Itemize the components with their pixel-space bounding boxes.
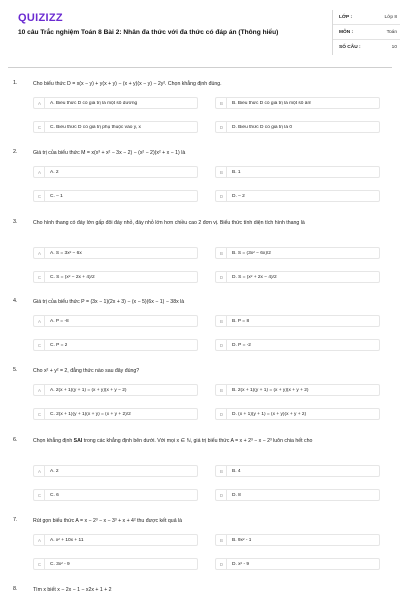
option-a[interactable]: [33, 384, 198, 396]
question-keyword: SAI: [73, 438, 83, 444]
option-text: D. (x + 1)(y + 1) = (x + y)(x + y + 2): [232, 411, 307, 417]
meta-row-subject: [333, 25, 400, 40]
option-text: D. – 2: [232, 193, 245, 199]
option-b[interactable]: [215, 465, 380, 477]
meta-row-count: [333, 40, 400, 55]
question-text: Tìm x biết x − 2x − 1 − x2x + 1 + 2: [33, 587, 112, 593]
option-c[interactable]: [33, 339, 198, 351]
meta-label: MÔN :: [339, 29, 354, 35]
option-letter-badge: A: [35, 316, 45, 326]
option-a[interactable]: [33, 166, 198, 178]
option-text: C. 3x² - 9: [50, 561, 70, 567]
option-text: A. Biểu thức D có giá trị là một số dương: [50, 100, 138, 106]
option-text: A. 2: [50, 468, 59, 474]
option-b[interactable]: [215, 97, 380, 109]
meta-value: 10: [391, 45, 397, 50]
option-b[interactable]: [215, 534, 380, 546]
option-letter-badge: B: [217, 535, 227, 545]
option-d[interactable]: [215, 558, 380, 570]
option-text: D. Biểu thức D có giá trị là 0: [232, 124, 292, 130]
option-letter-badge: C: [35, 559, 45, 569]
question-text: [33, 437, 388, 445]
option-a[interactable]: [33, 247, 198, 259]
option-text: B. Biểu thức D có giá trị là một số âm: [232, 100, 312, 106]
option-text: A. 2(x + 1)(y + 1) = (x + y)(x + y − 2): [50, 387, 127, 393]
option-c[interactable]: [33, 121, 198, 133]
option-text: B. 1: [232, 169, 241, 175]
option-text: B. S = (3x² − 6x)/2: [232, 250, 271, 256]
option-text: A. x² + 10x + 11: [50, 537, 84, 543]
option-letter-badge: C: [35, 122, 45, 132]
option-a[interactable]: [33, 534, 198, 546]
question-number: 2.: [13, 149, 18, 155]
option-a[interactable]: [33, 97, 198, 109]
question-text-lead: Chọn khẳng định: [33, 438, 74, 444]
option-d[interactable]: [215, 271, 380, 283]
option-letter-badge: A: [35, 248, 45, 258]
option-letter-badge: D: [217, 340, 227, 350]
question-text-rest: trong các khẳng định bên dưới. Với mọi x ∈ ℕ, giá trị biểu thức A = x + 2³ − x − 2³ luôn chia hết cho: [82, 438, 313, 444]
meta-label: SỐ CÂU :: [339, 45, 361, 50]
option-text: B. 2(x + 1)(y + 1) = (x + y)(x + y + 2): [232, 387, 309, 393]
option-c[interactable]: [33, 489, 198, 501]
option-c[interactable]: [33, 190, 198, 202]
option-text: C. P = 2: [50, 342, 68, 348]
option-letter-badge: B: [217, 385, 227, 395]
option-c[interactable]: [33, 558, 198, 570]
option-letter-badge: B: [217, 98, 227, 108]
option-d[interactable]: [215, 121, 380, 133]
option-letter-badge: A: [35, 466, 45, 476]
option-b[interactable]: [215, 315, 380, 327]
option-text: D. S = (x² + 2x − 4)/2: [232, 274, 277, 280]
option-b[interactable]: [215, 166, 380, 178]
option-text: D. x² - 9: [232, 561, 250, 567]
option-letter-badge: A: [35, 167, 45, 177]
question-number: 1.: [13, 80, 18, 86]
option-text: A. P = -8: [50, 318, 69, 324]
option-letter-badge: C: [35, 409, 45, 419]
quizizz-logo: QUIZIZZ: [18, 12, 63, 24]
option-letter-badge: B: [217, 248, 227, 258]
question-number: 4.: [13, 298, 18, 304]
page-header: [8, 0, 397, 68]
option-c[interactable]: [33, 408, 198, 420]
option-text: D. P = -2: [232, 342, 251, 348]
question-text: Cho hình thang có đáy lớn gấp đôi đáy nhỏ, đáy nhỏ lớn hơn chiều cao 2 đơn vị. Biểu thức tính diện tích hình thang là: [33, 220, 305, 226]
option-text: C. Biểu thức D có giá trị phụ thuộc vào y, x: [50, 124, 141, 130]
page-title: 10 câu Trắc nghiệm Toán 8 Bài 2: Nhân đa thức với đa thức có đáp án (Thông hiểu): [18, 29, 279, 36]
question-text: Rút gọn biểu thức A = x − 2³ − x − 3³ + x + 4² thu được kết quả là: [33, 518, 183, 524]
option-letter-badge: C: [35, 272, 45, 282]
option-letter-badge: D: [217, 559, 227, 569]
option-text: C. 6: [50, 492, 59, 498]
option-letter-badge: B: [217, 316, 227, 326]
option-text: A. 2: [50, 169, 59, 175]
option-letter-badge: D: [217, 122, 227, 132]
option-a[interactable]: [33, 315, 198, 327]
question-number: 7.: [13, 517, 18, 523]
meta-row-class: [333, 10, 400, 25]
option-text: C. 2(x + 1)(y + 1)(x + y) = (x + y + 2)/2: [50, 411, 131, 417]
option-d[interactable]: [215, 339, 380, 351]
option-text: C. S = (x² − 2x + 4)/2: [50, 274, 95, 280]
meta-value: Toán: [386, 29, 397, 35]
option-text: B. 9x² - 1: [232, 537, 252, 543]
option-letter-badge: B: [217, 466, 227, 476]
question-text: Giá trị của biểu thức M = x(x³ + x² − 3x − 2) − (x² − 2)(x² + x − 1) là: [33, 150, 186, 156]
question-number: 5.: [13, 367, 18, 373]
option-b[interactable]: [215, 247, 380, 259]
option-text: B. P = 8: [232, 318, 250, 324]
question-number: 8.: [13, 586, 18, 592]
option-text: D. 8: [232, 492, 241, 498]
option-a[interactable]: [33, 465, 198, 477]
option-letter-badge: C: [35, 340, 45, 350]
option-letter-badge: C: [35, 191, 45, 201]
option-b[interactable]: [215, 384, 380, 396]
option-letter-badge: A: [35, 385, 45, 395]
question-text: Giá trị của biểu thức P = (3x − 1)(2x + 3) − (x − 5)(6x − 1) − 38x là: [33, 299, 185, 305]
option-letter-badge: D: [217, 191, 227, 201]
question-number: 3.: [13, 219, 18, 225]
option-d[interactable]: [215, 489, 380, 501]
option-letter-badge: B: [217, 167, 227, 177]
option-c[interactable]: [33, 271, 198, 283]
option-text: C. – 1: [50, 193, 63, 199]
question-text: Cho x² + y² = 2, đẳng thức nào sau đây đúng?: [33, 368, 140, 374]
option-text: A. S = 3x² − 6x: [50, 250, 82, 256]
option-letter-badge: A: [35, 98, 45, 108]
quiz-meta-table: [332, 10, 400, 55]
option-letter-badge: D: [217, 409, 227, 419]
option-d[interactable]: [215, 408, 380, 420]
meta-label: LỚP :: [339, 14, 353, 20]
option-d[interactable]: [215, 190, 380, 202]
question-number: 6.: [13, 437, 18, 443]
option-text: B. 4: [232, 468, 241, 474]
option-letter-badge: A: [35, 535, 45, 545]
option-letter-badge: D: [217, 272, 227, 282]
option-letter-badge: D: [217, 490, 227, 500]
meta-value: Lớp 8: [384, 14, 397, 20]
question-text: Cho biểu thức D = x(x − y) + y(x + y) − (x + y)(x − y) − 2y². Chọn khẳng định đúng.: [33, 81, 222, 87]
option-letter-badge: C: [35, 490, 45, 500]
